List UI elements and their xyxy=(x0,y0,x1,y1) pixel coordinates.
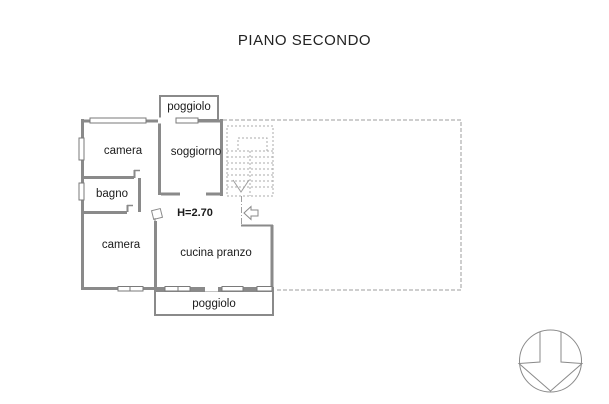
room-soggiorno-label: soggiorno xyxy=(170,146,222,158)
terrace-dashed-outline xyxy=(223,120,461,290)
stair-direction-arrow-icon xyxy=(233,180,249,192)
windows xyxy=(79,118,272,292)
room-camera-bottom-label: camera xyxy=(101,239,141,251)
page-title: PIANO SECONDO xyxy=(237,32,372,49)
balcony-top-label: poggiolo xyxy=(167,101,211,113)
room-bagno-label: bagno xyxy=(96,188,128,200)
ceiling-height-note: H=2.70 xyxy=(177,207,213,219)
balcony-bottom-label: poggiolo xyxy=(192,298,236,310)
north-arrow-icon xyxy=(519,330,582,392)
room-cucina-label: cucina pranzo xyxy=(180,247,252,259)
door-pennant-icon xyxy=(152,209,163,222)
room-camera-top-label: camera xyxy=(103,145,143,157)
entry-left-arrow-icon xyxy=(244,207,258,220)
stairwell xyxy=(227,126,273,196)
